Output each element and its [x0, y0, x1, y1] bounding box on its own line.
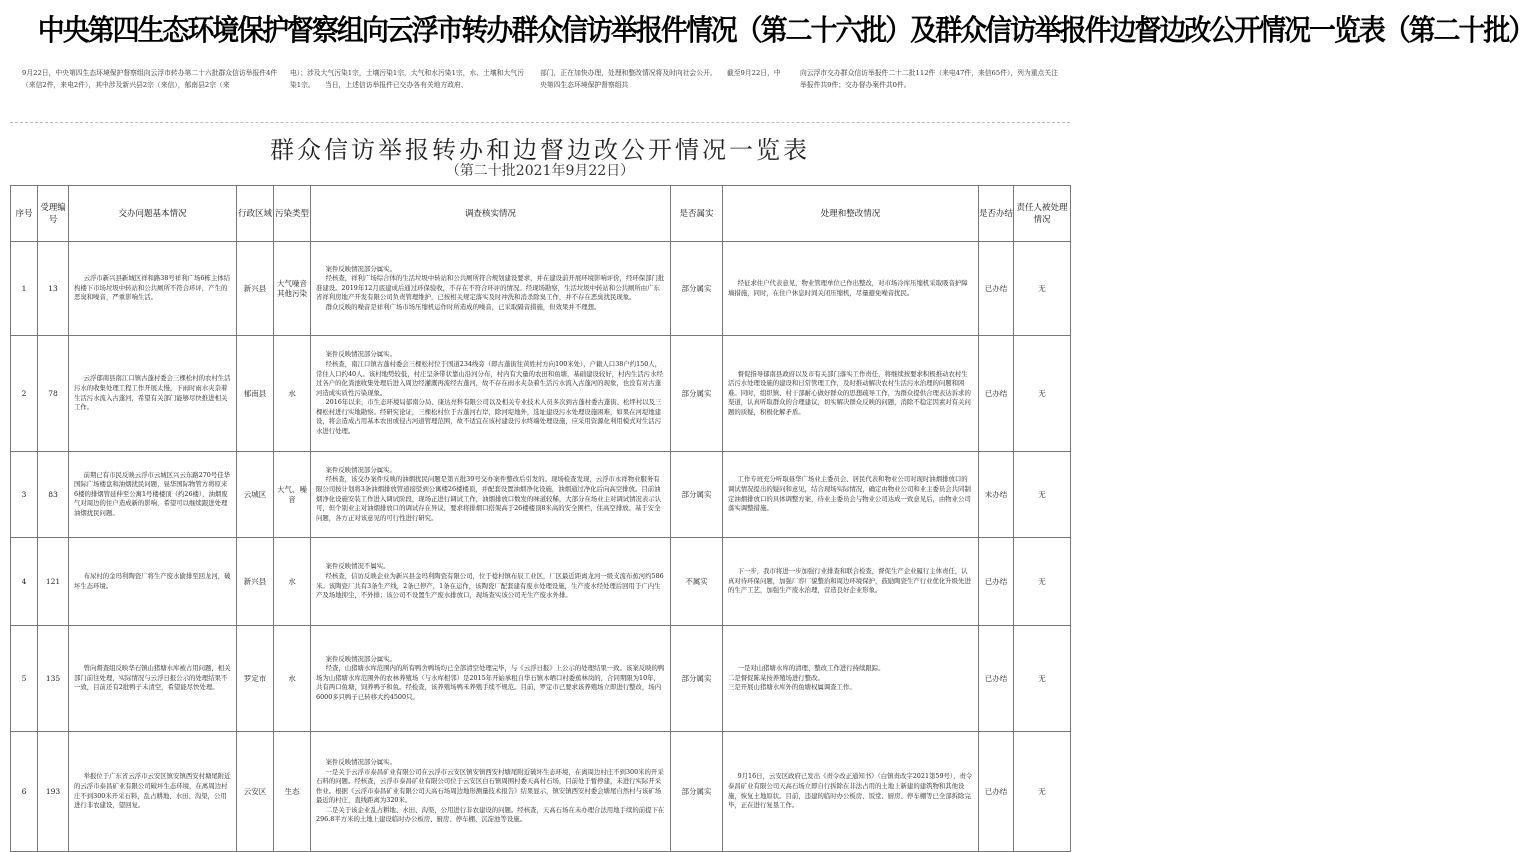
cell-completed: 已办结	[979, 538, 1014, 626]
cell-issue: 布尿村的金玛利陶瓷厂将生产废水偷排至回龙河，破坏生态环境。	[69, 538, 237, 626]
cell-completed: 已办结	[979, 626, 1014, 732]
cell-verified: 部分属实	[671, 242, 723, 336]
cell-investigation	[311, 452, 671, 538]
table-row	[11, 242, 1071, 336]
table-row	[11, 626, 1071, 732]
cell-investigation	[311, 336, 671, 452]
cell-issue: 云浮郁南县南江口镇古蓬村委会三棵松村的农村生活污水的收集处理工程工作开展太慢，下雨时雨水夹杂着生活污水流入古蓬河，希望有关部门能够尽快推进相关工作。	[69, 336, 237, 452]
header-region: 行政区域	[237, 186, 274, 242]
cell-region: 新兴县	[237, 242, 274, 336]
cell-completed: 已办结	[979, 242, 1014, 336]
investigation-paragraph: 经核查，南江口镇古蓬村委会三棵松村位于国道234线旁（即古蓬街往黄姓村方向100米处），户籍人口38户约150人，常住人口约40人。该村地势较低，村庄呈条带状靠山沿河分布，村内有大量的农田和鱼塘，基础建设较好，村内生活污水经过各户的化粪池收集处理后进入周边经灌溉再流经古蓬河，故不存在雨水夹杂着生活污水流入古蓬河的现象，也没有对古蓬河造成实质性污染现象。	[316, 359, 663, 397]
cell-completed: 已办结	[979, 732, 1014, 852]
header-accountability: 责任人被处理情况	[1014, 186, 1071, 242]
cell-region: 云城区	[237, 452, 274, 538]
cell-region: 云安区	[237, 732, 274, 852]
cell-investigation	[311, 626, 671, 732]
investigation-paragraph: 案件反映情况部分属实。	[325, 264, 396, 273]
cell-accept-no: 121	[38, 538, 69, 626]
header-issue: 交办问题基本情况	[69, 186, 237, 242]
table-container	[10, 185, 1070, 824]
header-seq: 序号	[11, 186, 38, 242]
complaint-table	[10, 185, 1071, 852]
header-handling: 处理和整改情况	[723, 186, 979, 242]
header-verified: 是否属实	[671, 186, 723, 242]
cell-accountability: 无	[1014, 242, 1071, 336]
investigation-paragraph: 二是关于该企业乱占耕地、水田、沟渠，公用进行非农建设的问题。经核查，天高石场在未办理合法用地手续的前提下在296.8平方米的土地上建设临时办公板房、厨房、停车棚、沉淀池等设施。	[316, 805, 665, 824]
cell-investigation	[311, 732, 671, 852]
cell-region: 罗定市	[237, 626, 274, 732]
cell-seq: 1	[11, 242, 38, 336]
cell-handling: 下一步，我市将进一步加强行业排查和联合检查，督促生产企业履行主体责任，认真对待环保问题，加强厂容厂貌整治和周边环境保护，鼓励陶瓷生产行业优化升级先进的生产工艺，加强生产废水治理，营造良好企业形象。	[723, 538, 979, 626]
section-divider	[10, 122, 1070, 123]
cell-accountability: 无	[1014, 336, 1071, 452]
cell-issue: 前期已有市民反映云浮市云城区兴云东路270号佳华国际广场楼盘和油烟扰民问题，昼华国际物管方将原来6楼的排烟管延伸至公寓1号楼楼顶（约26楼），油烟废气对周边的住户造成新的影响，希望可以继续跟进处理油烟扰民问题。	[69, 452, 237, 538]
cell-investigation	[311, 242, 671, 336]
cell-accountability: 无	[1014, 732, 1071, 852]
investigation-paragraph: 经查，山猪塘水库范围内的所有鸭舍鸭场均已全部清空处理完毕，与《云浮日报》上公示的处理结果一致。该案反映的鸭场为山猪塘水库范围外的农林养殖场（与水库相邻）是2015年开始承租自华石镇木晒口村委蕉林岗的，合同期限为10年，共有两口鱼塘，饲养鸭子和鱼。经检查，该养殖场鸭禾养殖手续不规范。目前，罗定市已要求该养殖场立即进行整改，场内6000多只鸭子已转移大约4500只。	[316, 664, 665, 701]
document-title: 群众信访举报转办和边督边改公开情况一览表	[270, 136, 810, 164]
investigation-paragraph: 案件反映情况部分属实。	[325, 465, 396, 474]
table-row	[11, 336, 1071, 452]
intro-column-4: 向云浮市交办群众信访举报件二十二批112件（来电47件，来信65件），列为重点关注举报件共9件；交办督办案件共0件。	[800, 69, 1058, 89]
cell-verified: 部分属实	[671, 336, 723, 452]
investigation-paragraph: 案件反映情况部分属实。	[325, 757, 396, 766]
cell-seq: 2	[11, 336, 38, 452]
cell-accept-no: 193	[38, 732, 69, 852]
header-pollution: 污染类型	[274, 186, 311, 242]
cell-pollution: 生态	[274, 732, 311, 852]
cell-pollution: 水	[274, 626, 311, 732]
header-completed: 是否办结	[979, 186, 1014, 242]
cell-investigation	[311, 538, 671, 626]
cell-verified: 部分属实	[671, 452, 723, 538]
investigation-paragraph: 经核查，该交办案件反映的油烟扰民问题是第五批39号交办案件整改后引发的。现场检查发现，云浮市永祥物业服务有限公司按计划将3条油烟排放管道接驳到公寓楼26楼楼顶，并配套设置油烟净化设施，油烟通过净化后向高空排放。目前油烟净化设施安装工作进入调试阶段，现场正进行调试工作，油烟排放口数发的味道较稀，大部分在场业主对调试情况表示认可，但个别业主对油烟排放口的调试存在异议，要求将排烟口搭架高于26楼楼顶8米高的安全围栏，住高空排放。基于安全问题，各方正对该意见的可行性进行研究。	[316, 475, 662, 522]
cell-handling: 一是对山猪塘水库的清理、整改工作进行持续跟踪。 二是督促陈某按养殖场进行整改。 三是开展山猪塘水库外的鱼塘权属调查工作。	[723, 626, 979, 732]
cell-pollution: 大气、噪音	[274, 452, 311, 538]
cell-issue: 曾向督查组反映华石镇山猪塘水库被占用问题，相关部门前往处理，实际情况与云浮日报公示的处理结果不一致，目前还有2批鸭子未清空，希望能尽快处理。	[69, 626, 237, 732]
header-investigation: 调查核实情况	[311, 186, 671, 242]
cell-pollution: 水	[274, 538, 311, 626]
investigation-paragraph: 案件反映情况不属实。	[325, 562, 390, 571]
investigation-paragraph: 一是关于云浮市泰昌矿业有限公司在云浮市云安区镇安镇西安村塘尾附近破坏生态环境，在离周边村庄不到300米的开采石料的问题。经核查，云浮市泰昌矿业有限公司位于云安区白石镇周围村委天高村石场，目前处于暂停建，未进行实际开采作业。根据《云浮市泰昌矿业有限公司天高石场周边地形测量技术报告》结果显示，镇安镇西安村委会塘尾自然村与该矿场最近的村庄，直线距离为320米。	[316, 767, 664, 805]
investigation-paragraph: 经核查，信访反映企业为新兴县金玛利陶瓷有限公司，位于稔村镇布辰工业区，厂区最近距离龙河一级支流布蕉河约586米。该陶瓷厂共有3条生产线，2条已停产，1条在运作，该陶瓷厂配套建有废水处理设施，生产废水经处理后回用于广内生产及场地抑尘，不外排；该公司不设置生产废水排放口，现场查实该公司无生产废水外排。	[316, 571, 664, 600]
investigation-paragraph: 案件反映情况部分属实。	[325, 654, 396, 663]
cell-accept-no: 78	[38, 336, 69, 452]
table-row	[11, 538, 1071, 626]
cell-seq: 3	[11, 452, 38, 538]
cell-issue: 云浮市新兴县新城区祥和路38号祥利广场6栋主体结构楼下市场垃圾中转站和公共厕所不符合环评，产生的恶臭和噪音，严重影响生活。	[69, 242, 237, 336]
headline: 中央第四生态环境保护督察组向云浮市转办群众信访举报件情况（第二十六批）及群众信访举报件边督边改公开情况一览表（第二十批）	[37, 13, 1533, 47]
cell-region: 郁南县	[237, 336, 274, 452]
cell-seq: 6	[11, 732, 38, 852]
intro-column-1: 9月22日，中央第四生态环境保护督察组向云浮市转办第二十六批群众信访举报件4件（来信2件，来电2件），其中涉及新兴县2宗（来信），郁南县2宗（来	[22, 69, 278, 89]
intro-column-2: 电）；涉及大气污染1宗，土壤污染1宗，大气和水污染1宗，水、土壤和大气污染1宗。 当日，上述信访举报件已交办各有关地方政府、	[290, 69, 524, 89]
cell-pollution: 水	[274, 336, 311, 452]
cell-handling: 9月16日，云安区政府已发出《责令改正通知书》（白镇责改字2021第59号），责令泰昌矿业有限公司天高石场立即自行拆除在非法占用的土地上新建的建筑物和其他设施，恢复土地原状。目前，违建的临时办公板房、饭堂、厨房、停车棚等已全部拆除完毕，正在进行复垦工作。	[723, 732, 979, 852]
cell-handling: 督促指导郁南县政府以及市有关部门落实工作责任，将继续按要求积极推动农村生活污水处理设施的建设和日常管理工作，及时推动解决农村生活污水治理的问题和困难。同时，组织镇、村干部耐心做好群众的思想疏导工作，为群众提供合理表达诉求的渠道，认真听取群众的合理建议，切实解决群众反映的问题，消除不稳定因素对有关问题的质疑，积极化解矛盾。	[723, 336, 979, 452]
intro-column-3: 部门，正在加快办理，处理和整改情况将及时向社会公开。 截至9月22日，中央第四生态环境保护督察组共	[540, 69, 781, 89]
cell-pollution: 大气噪音其他污染	[274, 242, 311, 336]
cell-handling: 经征求住户代表意见，物业管理单位已作出整改，对市场冷库压缩机采取吸音护障墙措施，同时，在住户休息时间关闭压缩机，尽量避免噪音扰民。	[723, 242, 979, 336]
cell-verified: 部分属实	[671, 626, 723, 732]
cell-verified: 部分属实	[671, 732, 723, 852]
cell-accountability: 无	[1014, 538, 1071, 626]
investigation-paragraph: 2016年以来，市生态环境局郁南分局、康达亮科有限公司以及相关专业技术人员多次到古蓬村委古蓬街、松坪村以及三棵松村进行实地勘察。经研究论证，三棵松村位于古蓬河右岸，除河堤地外，选址建设污水处理设施困难，如果在河堤地建设，将会造成占用基本农田或侵占河道管理范围，故不适宜在该村建设污水终端处理设施，应采用资源化利用模式对生活污水进行处理。	[316, 398, 662, 436]
investigation-paragraph: 案件反映情况部分属实。	[325, 350, 396, 359]
cell-accept-no: 135	[38, 626, 69, 732]
cell-accept-no: 13	[38, 242, 69, 336]
cell-completed: 已办结	[979, 336, 1014, 452]
cell-verified: 不属实	[671, 538, 723, 626]
cell-accountability: 无	[1014, 626, 1071, 732]
table-row	[11, 732, 1071, 852]
cell-seq: 5	[11, 626, 38, 732]
investigation-paragraph: 经核查，祥利广场综合体的生活垃圾中转站和公共厕所符合规划建设要求，并在建设前开展环境影响评价，经环保部门批准建设。2019年12月底建成后通过环保验收，不存在不符合环评的情况。经现场勘察，生活垃圾中转站和公共厕所由广东省祥利房地产开发有限公司负责管理维护，已按相关规定落实及时冲洗和消杀除臭工作，并不存在恶臭扰民现象。	[316, 274, 665, 302]
document-subtitle: （第二十批2021年9月22日）	[445, 163, 635, 179]
header-accept-no: 受理编号	[38, 186, 69, 242]
cell-accountability: 无	[1014, 452, 1071, 538]
cell-handling: 工作专班充分听取昼华广场业主委员会、居民代表和物业公司对现时油烟排放口的调试情况提出的疑问和意见，结合现场实际情况，确定由物业公司和业主委员会共同制定油烟排放口的具体调整方案，待业主委员会与物业公司达成一致意见后，由物业公司落实调整措施。	[723, 452, 979, 538]
investigation-paragraph: 群众反映的噪音是祥利广场市场压缩机运作时所造成的噪音，已采取隔音措施，但效果并不理想。	[325, 302, 601, 311]
table-body	[11, 242, 1071, 852]
cell-seq: 4	[11, 538, 38, 626]
cell-completed: 未办结	[979, 452, 1014, 538]
table-header-row	[11, 186, 1071, 242]
cell-issue: 举报位于广东省云浮市云安区镇安镇西安村塘尾附近的云浮市泰昌矿业有限公司破坏生态环境，在离周边村庄不到300米开采石料，乱占耕地、水田、沟渠，公用进行非农建设，望回复。	[69, 732, 237, 852]
table-row	[11, 452, 1071, 538]
cell-accept-no: 83	[38, 452, 69, 538]
cell-region: 新兴县	[237, 538, 274, 626]
